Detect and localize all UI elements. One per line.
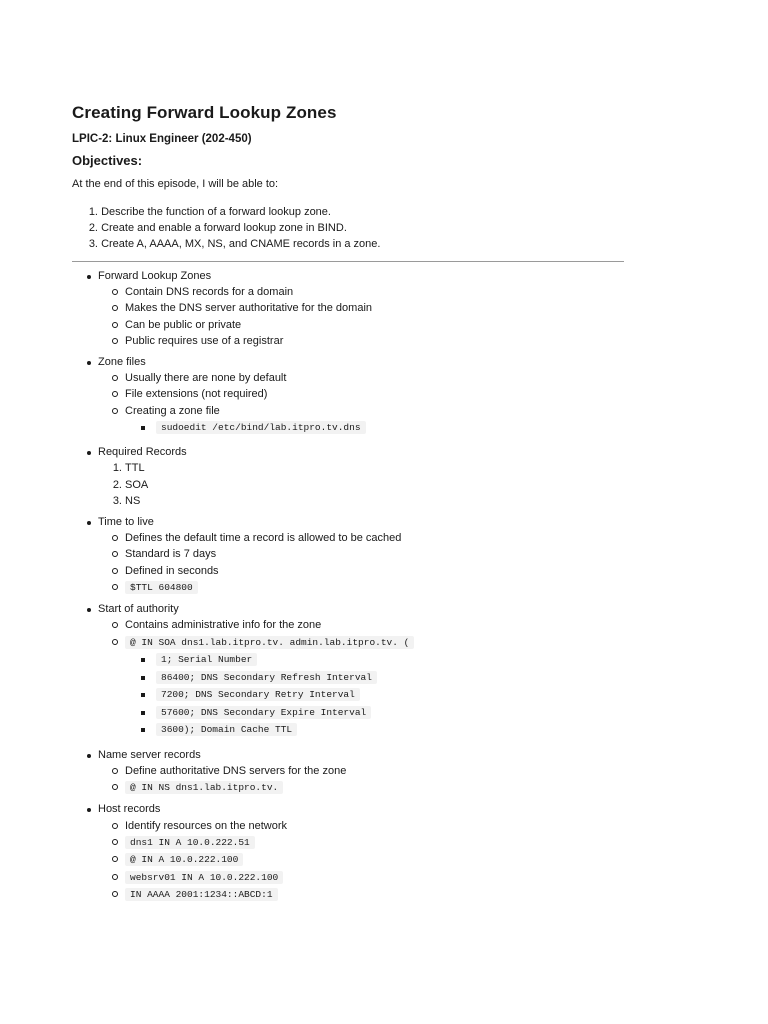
circle-bullet-icon <box>112 535 118 541</box>
circle-bullet-icon <box>112 891 118 897</box>
code-snippet: websrv01 IN A 10.0.222.100 <box>125 871 283 884</box>
course-subtitle: LPIC-2: Linux Engineer (202-450) <box>72 133 252 145</box>
section-host-records <box>72 801 624 903</box>
circle-bullet-icon <box>112 338 118 344</box>
list-item <box>72 651 624 669</box>
page-title: Creating Forward Lookup Zones <box>72 103 337 122</box>
code-snippet: 86400; DNS Secondary Refresh Interval <box>156 671 377 684</box>
list-item <box>72 869 624 887</box>
list-item <box>72 579 624 597</box>
code-snippet: @ IN NS dns1.lab.itpro.tv. <box>125 781 283 794</box>
objectives-intro: At the end of this episode, I will be able to: <box>72 178 279 190</box>
list-item: 1. TTL <box>112 462 145 475</box>
section-start-of-authority <box>72 601 624 738</box>
list-item: Contains administrative info for the zone <box>72 617 624 633</box>
list-item <box>72 721 624 739</box>
objective-item: 1. Describe the function of a forward lookup zone. <box>88 206 331 218</box>
code-snippet: IN AAAA 2001:1234::ABCD:1 <box>125 888 278 901</box>
disc-bullet-icon <box>87 608 91 612</box>
list-item <box>72 886 624 904</box>
notes-list <box>72 268 624 909</box>
list-item: Time to live <box>72 514 624 530</box>
square-bullet-icon <box>141 658 145 662</box>
code-snippet: @ IN SOA dns1.lab.itpro.tv. admin.lab.itpro.tv. ( <box>125 636 414 649</box>
circle-bullet-icon <box>112 391 118 397</box>
code-snippet: sudoedit /etc/bind/lab.itpro.tv.dns <box>156 421 366 434</box>
circle-bullet-icon <box>112 622 118 628</box>
disc-bullet-icon <box>87 754 91 758</box>
list-item: Required Records <box>72 444 624 460</box>
list-item: Defined in seconds <box>72 563 624 579</box>
disc-bullet-icon <box>87 275 91 279</box>
square-bullet-icon <box>141 693 145 697</box>
list-item: Can be public or private <box>72 317 624 333</box>
circle-bullet-icon <box>112 584 118 590</box>
list-item <box>72 634 624 652</box>
square-bullet-icon <box>141 676 145 680</box>
list-item: Name server records <box>72 747 624 763</box>
section-zone-files <box>72 354 624 436</box>
horizontal-divider <box>72 261 624 262</box>
list-item: Contain DNS records for a domain <box>72 284 624 300</box>
list-item: Makes the DNS server authoritative for the domain <box>72 300 624 316</box>
section-name-server-records <box>72 747 624 797</box>
circle-bullet-icon <box>112 874 118 880</box>
circle-bullet-icon <box>112 305 118 311</box>
circle-bullet-icon <box>112 839 118 845</box>
code-snippet: dns1 IN A 10.0.222.51 <box>125 836 255 849</box>
list-item: Forward Lookup Zones <box>72 268 624 284</box>
disc-bullet-icon <box>87 808 91 812</box>
circle-bullet-icon <box>112 289 118 295</box>
list-item: Identify resources on the network <box>72 818 624 834</box>
disc-bullet-icon <box>87 521 91 525</box>
list-item: Standard is 7 days <box>72 546 624 562</box>
square-bullet-icon <box>141 426 145 430</box>
list-item: 3. NS <box>112 494 141 507</box>
disc-bullet-icon <box>87 361 91 365</box>
square-bullet-icon <box>141 711 145 715</box>
list-item: Defines the default time a record is allowed to be cached <box>72 530 624 546</box>
list-item: Zone files <box>72 354 624 370</box>
disc-bullet-icon <box>87 451 91 455</box>
circle-bullet-icon <box>112 784 118 790</box>
circle-bullet-icon <box>112 768 118 774</box>
code-snippet: 57600; DNS Secondary Expire Interval <box>156 706 371 719</box>
list-item: 2. SOA <box>112 478 149 491</box>
circle-bullet-icon <box>112 823 118 829</box>
list-item: File extensions (not required) <box>72 386 624 402</box>
list-item <box>72 669 624 687</box>
list-item: Define authoritative DNS servers for the zone <box>72 763 624 779</box>
objective-item: 2. Create and enable a forward lookup zone in BIND. <box>88 222 347 234</box>
circle-bullet-icon <box>112 551 118 557</box>
objectives-list <box>72 204 380 252</box>
list-item: Public requires use of a registrar <box>72 333 624 349</box>
list-item: Usually there are none by default <box>72 370 624 386</box>
code-snippet: 3600); Domain Cache TTL <box>156 723 297 736</box>
circle-bullet-icon <box>112 322 118 328</box>
section-required-records <box>72 444 624 509</box>
list-item <box>72 779 624 797</box>
circle-bullet-icon <box>112 408 118 414</box>
section-time-to-live <box>72 514 624 596</box>
code-snippet: $TTL 604800 <box>125 581 198 594</box>
objectives-heading: Objectives: <box>72 153 143 168</box>
list-item: Start of authority <box>72 601 624 617</box>
circle-bullet-icon <box>112 639 118 645</box>
objective-item: 3. Create A, AAAA, MX, NS, and CNAME records in a zone. <box>88 238 381 250</box>
list-item <box>72 704 624 722</box>
circle-bullet-icon <box>112 568 118 574</box>
code-snippet: 1; Serial Number <box>156 653 257 666</box>
code-snippet: @ IN A 10.0.222.100 <box>125 853 243 866</box>
list-item: Creating a zone file <box>72 403 624 419</box>
section-forward-lookup-zones <box>72 268 624 349</box>
square-bullet-icon <box>141 728 145 732</box>
circle-bullet-icon <box>112 375 118 381</box>
circle-bullet-icon <box>112 856 118 862</box>
list-item <box>72 419 624 437</box>
list-item: Host records <box>72 801 624 817</box>
list-item <box>72 834 624 852</box>
list-item <box>72 686 624 704</box>
list-item <box>72 851 624 869</box>
code-snippet: 7200; DNS Secondary Retry Interval <box>156 688 360 701</box>
